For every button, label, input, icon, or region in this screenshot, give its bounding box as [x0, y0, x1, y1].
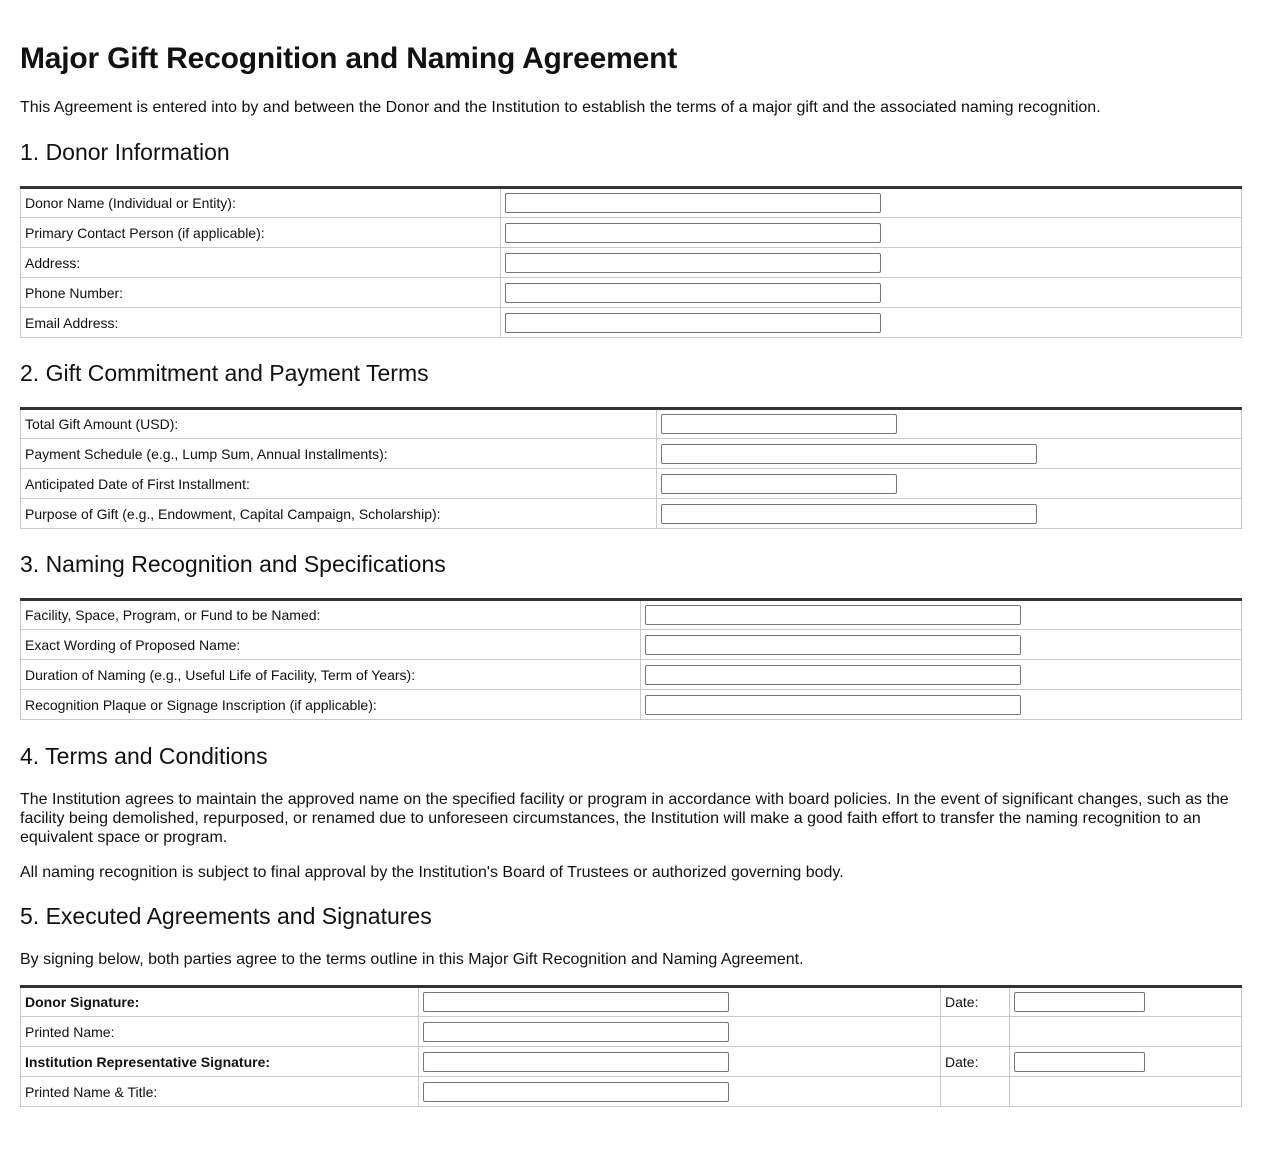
- donor-signature-label: Donor Signature:: [21, 987, 419, 1017]
- table-row: [21, 188, 1242, 218]
- proposed-name-wording-label: Exact Wording of Proposed Name:: [21, 630, 641, 660]
- table-row: [21, 278, 1242, 308]
- table-row: [21, 1077, 1242, 1107]
- printed-name-label: Printed Name:: [21, 1017, 419, 1047]
- table-row: [21, 630, 1242, 660]
- donor-information-table: [20, 186, 1242, 338]
- table-row: [21, 308, 1242, 338]
- plaque-inscription-label: Recognition Plaque or Signage Inscription (if applicable):: [21, 690, 641, 720]
- primary-contact-label: Primary Contact Person (if applicable):: [21, 218, 501, 248]
- section-5-heading: 5. Executed Agreements and Signatures: [20, 903, 432, 929]
- facility-to-be-named-label: Facility, Space, Program, or Fund to be Named:: [21, 600, 641, 630]
- naming-duration-label: Duration of Naming (e.g., Useful Life of Facility, Term of Years):: [21, 660, 641, 690]
- page-title: Major Gift Recognition and Naming Agreement: [20, 42, 677, 75]
- purpose-of-gift-field[interactable]: [661, 504, 1037, 524]
- printed-name-title-field[interactable]: [423, 1082, 729, 1102]
- section-4-heading: 4. Terms and Conditions: [20, 743, 268, 769]
- address-label: Address:: [21, 248, 501, 278]
- donor-date-label: Date:: [941, 987, 1010, 1017]
- address-field[interactable]: [505, 253, 881, 273]
- table-row: [21, 600, 1242, 630]
- section-1-heading: 1. Donor Information: [20, 139, 230, 165]
- donor-date-field[interactable]: [1014, 992, 1145, 1012]
- email-address-field[interactable]: [505, 313, 881, 333]
- table-row: [21, 499, 1242, 529]
- institution-date-field[interactable]: [1014, 1052, 1145, 1072]
- terms-paragraph-2: All naming recognition is subject to final approval by the Institution's Board of Trustees or authorized governing body.: [20, 864, 844, 881]
- institution-signature-label: Institution Representative Signature:: [21, 1047, 419, 1077]
- phone-number-field[interactable]: [505, 283, 881, 303]
- donor-name-field[interactable]: [505, 193, 881, 213]
- total-gift-amount-field[interactable]: [661, 414, 897, 434]
- table-row: [21, 660, 1242, 690]
- email-address-label: Email Address:: [21, 308, 501, 338]
- table-row: [21, 248, 1242, 278]
- table-row: [21, 218, 1242, 248]
- table-row: [21, 987, 1242, 1017]
- first-installment-date-field[interactable]: [661, 474, 897, 494]
- phone-number-label: Phone Number:: [21, 278, 501, 308]
- table-row: [21, 439, 1242, 469]
- naming-duration-field[interactable]: [645, 665, 1021, 685]
- purpose-of-gift-label: Purpose of Gift (e.g., Endowment, Capital Campaign, Scholarship):: [21, 499, 657, 529]
- payment-schedule-field[interactable]: [661, 444, 1037, 464]
- section-3-heading: 3. Naming Recognition and Specifications: [20, 551, 446, 577]
- table-row: [21, 690, 1242, 720]
- institution-date-label: Date:: [941, 1047, 1010, 1077]
- gift-commitment-table: [20, 407, 1242, 529]
- primary-contact-field[interactable]: [505, 223, 881, 243]
- proposed-name-wording-field[interactable]: [645, 635, 1021, 655]
- printed-name-field[interactable]: [423, 1022, 729, 1042]
- table-row: [21, 1047, 1242, 1077]
- payment-schedule-label: Payment Schedule (e.g., Lump Sum, Annual Installments):: [21, 439, 657, 469]
- printed-name-title-label: Printed Name & Title:: [21, 1077, 419, 1107]
- naming-recognition-table: [20, 598, 1242, 720]
- intro-text: This Agreement is entered into by and between the Donor and the Institution to establish the terms of a major gift and the associated naming recognition.: [20, 99, 1101, 116]
- section-2-heading: 2. Gift Commitment and Payment Terms: [20, 360, 429, 386]
- signatures-table: [20, 985, 1242, 1107]
- table-row: [21, 469, 1242, 499]
- table-row: [21, 1017, 1242, 1047]
- facility-to-be-named-field[interactable]: [645, 605, 1021, 625]
- terms-paragraph-1: The Institution agrees to maintain the approved name on the specified facility or program in accordance with board policies. In the event of significant changes, such as the facility being demolished, repurposed, or renamed due to unforeseen circumstances, the Institution will make a good faith effort to transfer the naming recognition to an equivalent space or program.: [20, 791, 1229, 846]
- table-row: [21, 409, 1242, 439]
- signatures-intro: By signing below, both parties agree to the terms outline in this Major Gift Recognition and Naming Agreement.: [20, 951, 804, 968]
- institution-signature-field[interactable]: [423, 1052, 729, 1072]
- donor-signature-field[interactable]: [423, 992, 729, 1012]
- first-installment-date-label: Anticipated Date of First Installment:: [21, 469, 657, 499]
- total-gift-amount-label: Total Gift Amount (USD):: [21, 409, 657, 439]
- plaque-inscription-field[interactable]: [645, 695, 1021, 715]
- donor-name-label: Donor Name (Individual or Entity):: [21, 188, 501, 218]
